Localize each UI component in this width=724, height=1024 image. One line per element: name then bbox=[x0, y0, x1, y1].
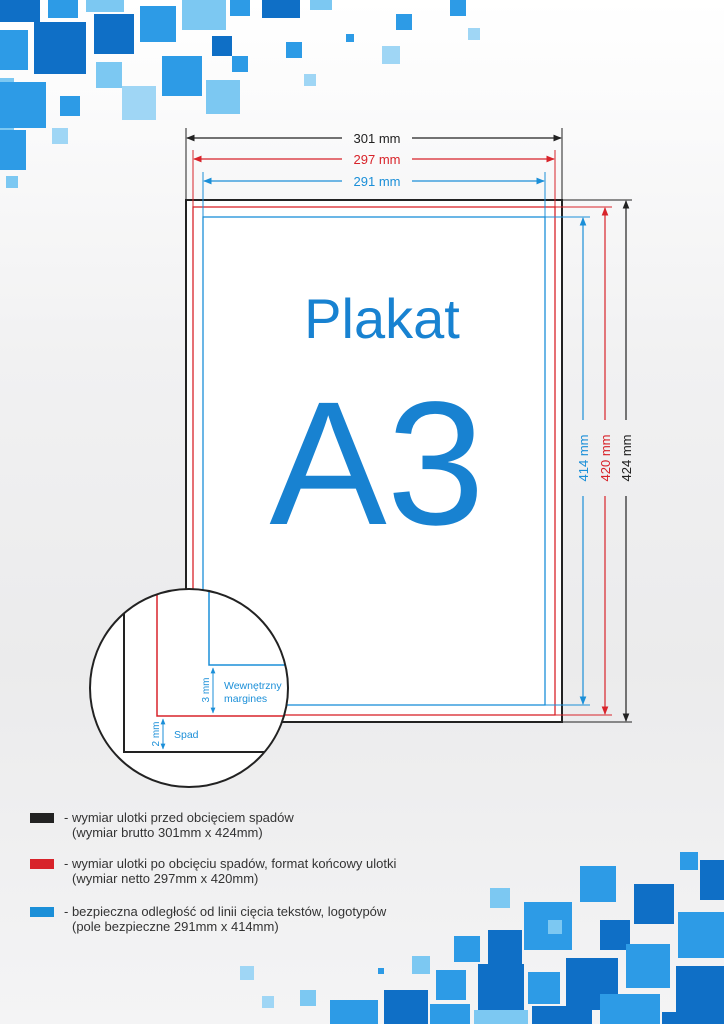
width-label-black: 301 mm bbox=[353, 131, 401, 146]
legend-text-line1: - wymiar ulotki przed obcięciem spadów bbox=[64, 810, 294, 825]
bleed-label: Spad bbox=[174, 729, 199, 741]
poster-title: Plakat bbox=[304, 287, 460, 350]
margin-value: 3 mm bbox=[201, 677, 212, 703]
margin-label-line1: Wewnętrzny bbox=[224, 680, 282, 692]
legend-item-safe-area bbox=[30, 904, 430, 934]
width-label-red: 297 mm bbox=[353, 152, 401, 167]
height-label-blue: 414 mm bbox=[576, 434, 591, 482]
legend-swatch-red bbox=[30, 859, 54, 869]
width-label-blue: 291 mm bbox=[353, 174, 401, 189]
legend-item-bleed bbox=[30, 810, 430, 840]
decor-top-left bbox=[0, 0, 480, 188]
legend-text-line2: (wymiar netto 297mm x 420mm) bbox=[72, 871, 259, 886]
legend-text-line2: (wymiar brutto 301mm x 424mm) bbox=[72, 825, 263, 840]
bleed-value: 2 mm bbox=[151, 721, 162, 747]
poster-format: A3 bbox=[269, 366, 485, 562]
height-label-black: 424 mm bbox=[619, 434, 634, 482]
legend-text-line1: - wymiar ulotki po obcięciu spadów, format końcowy ulotki bbox=[64, 856, 397, 871]
legend-text-line1: - bezpieczna odległość od linii cięcia tekstów, logotypów bbox=[64, 904, 387, 919]
legend-swatch-blue bbox=[30, 907, 54, 917]
legend-item-trim bbox=[30, 856, 430, 886]
legend-swatch-black bbox=[30, 813, 54, 823]
margin-label-line2: margines bbox=[224, 693, 268, 705]
legend-text-line2: (pole bezpieczne 291mm x 414mm) bbox=[72, 919, 279, 934]
height-label-red: 420 mm bbox=[598, 434, 613, 482]
